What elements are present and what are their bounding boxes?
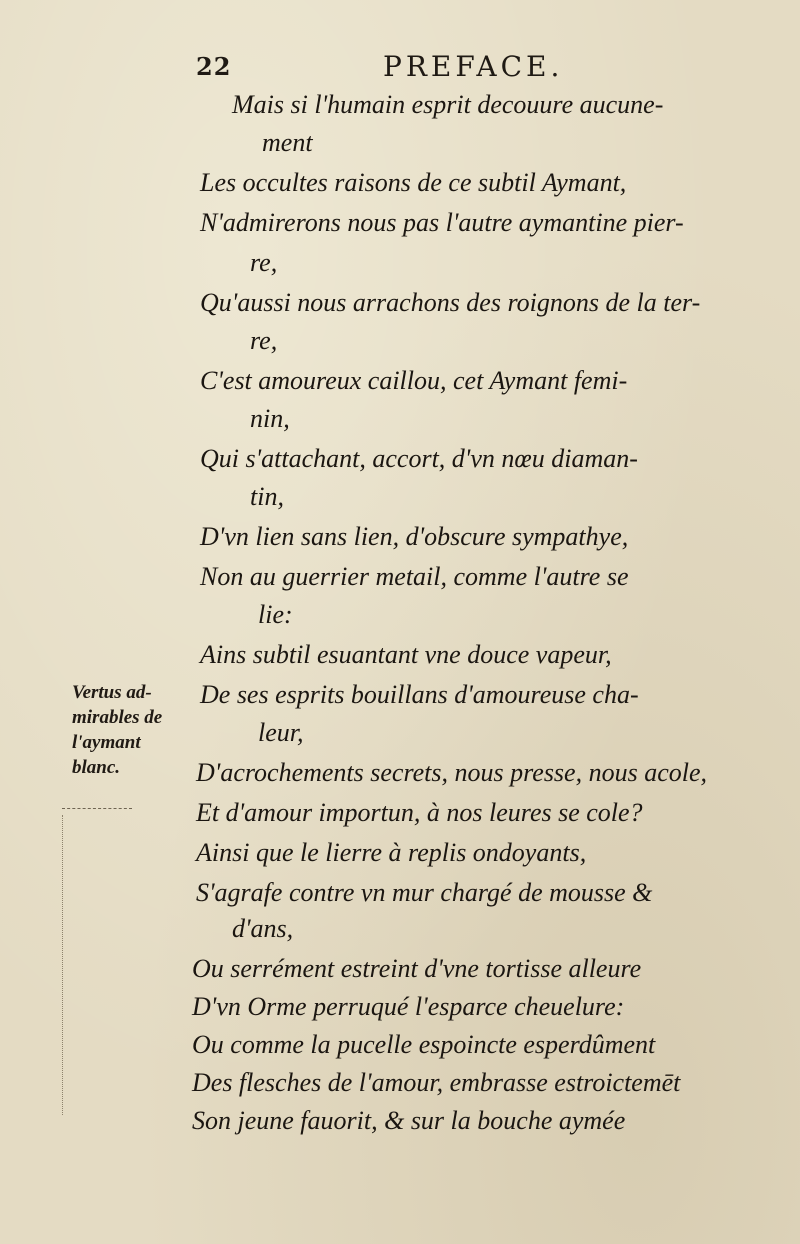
verse-line: C'est amoureux caillou, cet Aymant femi- [200, 366, 628, 395]
verse-line: leur, [258, 718, 304, 747]
margin-underline [62, 808, 132, 809]
verse-line: d'ans, [232, 914, 294, 943]
verse-line: N'admirerons nous pas l'autre aymantine pier- [200, 208, 684, 237]
verse-line: De ses esprits bouillans d'amoureuse cha- [200, 680, 639, 709]
verse-line: Mais si l'humain esprit decouure aucune- [232, 90, 664, 119]
verse-line: re, [250, 248, 278, 277]
verse-line: Qui s'attachant, accort, d'vn nœu diaman- [200, 444, 638, 473]
page-number: 22 [196, 52, 232, 81]
verse-line: tin, [250, 482, 284, 511]
verse-line: re, [250, 326, 278, 355]
margin-note-line: l'aymant [72, 732, 141, 753]
margin-rule [62, 815, 63, 1115]
margin-note-line: Vertus ad- [72, 682, 152, 703]
verse-line: Ainsi que le lierre à replis ondoyants, [196, 838, 587, 867]
verse-line: S'agrafe contre vn mur chargé de mousse & [196, 878, 653, 907]
verse-line: Et d'amour importun, à nos leures se cole? [196, 798, 643, 827]
verse-line: Qu'aussi nous arrachons des roignons de la ter- [200, 288, 701, 317]
verse-line: lie: [258, 600, 293, 629]
verse-line: D'acrochements secrets, nous presse, nous acole, [196, 758, 708, 787]
verse-line: D'vn lien sans lien, d'obscure sympathye, [200, 522, 629, 551]
margin-note-line: mirables de [72, 707, 163, 728]
verse-line: Ains subtil esuantant vne douce vapeur, [200, 640, 612, 669]
margin-note [72, 680, 202, 780]
verse-line: Ou serrément estreint d'vne tortisse alleure [192, 954, 642, 983]
verse-line: Des flesches de l'amour, embrasse estroictemēt [192, 1068, 681, 1097]
verse-line: Les occultes raisons de ce subtil Aymant, [200, 168, 627, 197]
running-title: PREFACE. [383, 50, 564, 83]
verse-line: Son jeune fauorit, & sur la bouche aymée [192, 1106, 626, 1135]
verse-line: D'vn Orme perruqué l'esparce cheuelure: [192, 992, 625, 1021]
margin-note-line: blanc. [72, 757, 121, 778]
verse-line: ment [262, 128, 313, 157]
verse-line: nin, [250, 404, 290, 433]
verse-line: Ou comme la pucelle espoincte esperdûment [192, 1030, 656, 1059]
verse-line: Non au guerrier metail, comme l'autre se [200, 562, 629, 591]
running-head [0, 52, 800, 92]
